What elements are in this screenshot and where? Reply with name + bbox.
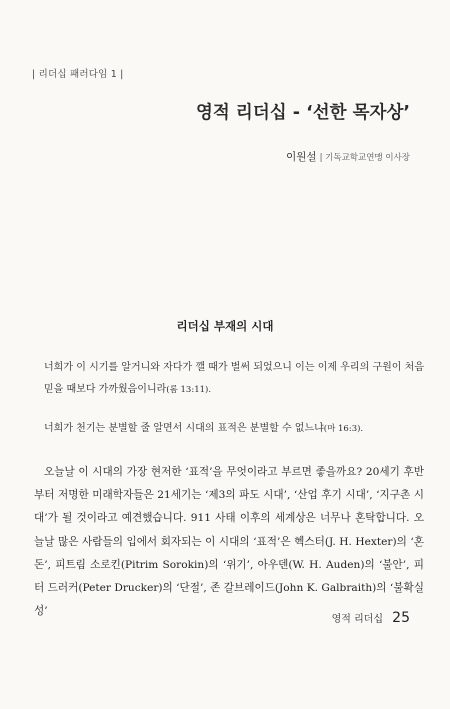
page-number: 25 [392, 610, 410, 626]
series-label: | 리더십 패러다임 1 | [32, 69, 124, 80]
author-name: 이원설 [286, 151, 317, 163]
author-affiliation: | 기독교학교연맹 이사장 [319, 153, 410, 163]
author-line [286, 149, 410, 164]
running-title: 영적 리더십 [331, 614, 384, 625]
page-footer [332, 607, 410, 626]
quote-reference: (마 16:3). [323, 424, 364, 434]
quote-text: 너희가 천기는 분별할 줄 알면서 시대의 표적은 분별할 수 없느냐 [44, 423, 324, 434]
scripture-quote [44, 418, 424, 440]
body-text [34, 461, 424, 623]
quote-reference: (롬 13:11). [166, 385, 212, 395]
article-title: 영적 리더십 - ‘선한 목자상’ [196, 103, 410, 123]
body-paragraph: 오늘날 이 시대의 가장 현저한 ‘표적’을 무엇이라고 부르면 좋을까요? 20세기 후반부터 저명한 미래학자들은 21세기는 ‘제3의 파도 시대’, ‘산업 후기 시대’, ‘지구촌 시대’가 될 것이라고 예견했습니다. 911 사태 이후의 세계상은 너무나 혼탁합니다. 오늘날 많은 사람들의 입에서 회자되는 이 시대의 ‘표적’은 헥스터(J. H. Hexter)의 ‘혼돈’, 피트림 소로킨(Pitrim Sorokin)의 ‘위기’, 아우덴(W. H. Auden)의 ‘불안’, 피터 드러커(Peter Drucker)의 ‘단절’, 존 갈브레이드(John K. Galbraith)의 ‘불확실성’ [34, 466, 424, 618]
scripture-quote [44, 357, 424, 401]
section-heading: 리더십 부재의 시대 [176, 319, 274, 333]
quote-text: 너희가 이 시기를 알거니와 자다가 깰 때가 벌써 되었으니 이는 이제 우리의 구원이 처음 믿을 때보다 가까웠음이니라 [44, 362, 424, 395]
